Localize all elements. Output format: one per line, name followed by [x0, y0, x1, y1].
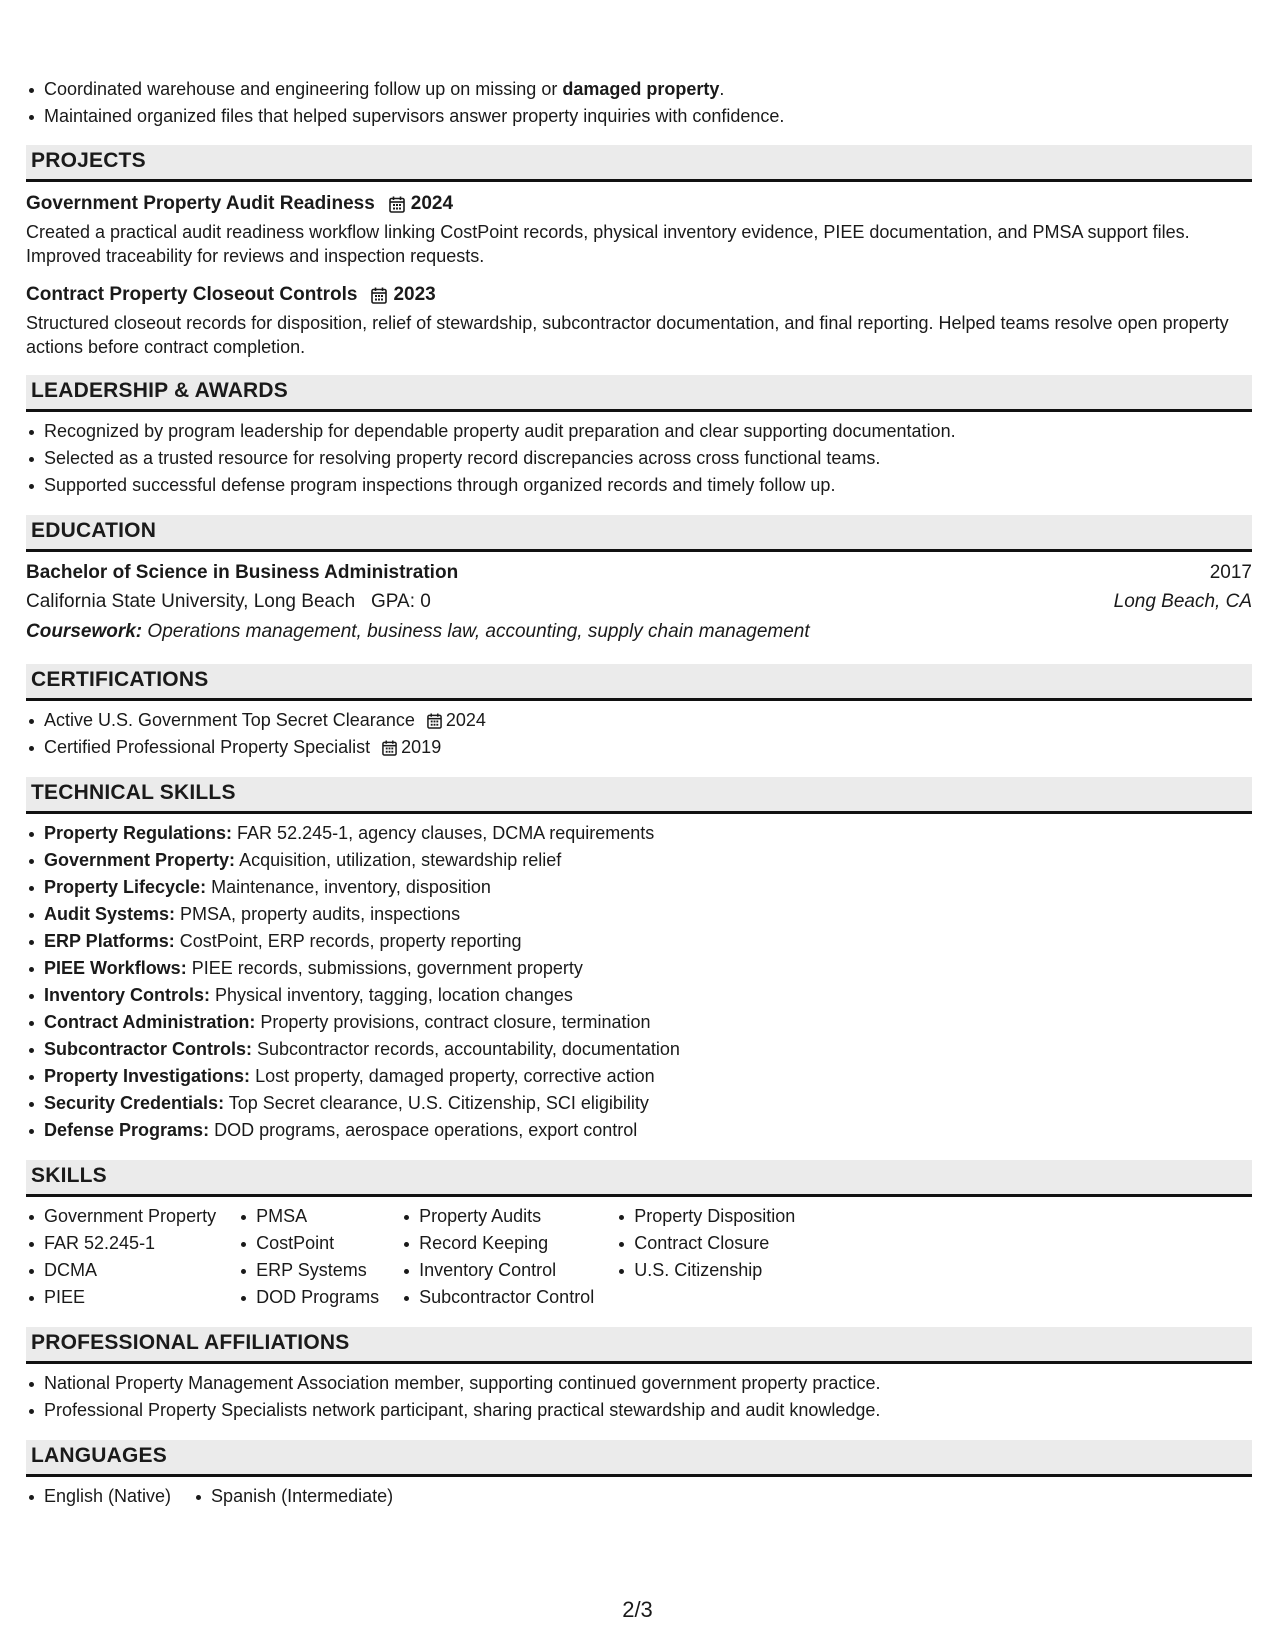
skill-label: Property Regulations: — [44, 823, 233, 843]
project-title: Government Property Audit Readiness — [26, 193, 375, 214]
list-item: Coordinated warehouse and engineering follow up on missing or damaged property. — [26, 76, 1252, 103]
list-item — [26, 1117, 1252, 1144]
skill-value: Physical inventory, tagging, location changes — [215, 985, 573, 1005]
list-item: Professional Property Specialists network participant, sharing practical stewardship and audit knowledge. — [26, 1397, 1252, 1424]
list-item — [26, 1036, 1252, 1063]
experience-continued-list — [26, 76, 1252, 130]
section-heading-education: EDUCATION — [26, 515, 1252, 552]
gpa: GPA: 0 — [371, 591, 431, 612]
project-item — [26, 281, 1252, 359]
list-item: U.S. Citizenship — [616, 1257, 795, 1284]
skill-label: Defense Programs: — [44, 1120, 210, 1140]
school-location: Long Beach, CA — [1113, 591, 1252, 612]
project-description: Structured closeout records for disposition, relief of stewardship, subcontractor documentation, and final reporting. Helped teams resolve open property actions before contract completion. — [26, 313, 1229, 357]
list-item — [26, 1063, 1252, 1090]
list-item — [26, 874, 1252, 901]
list-item: Property Disposition — [616, 1203, 795, 1230]
project-year: 2023 — [393, 284, 436, 305]
list-item: Subcontractor Control — [401, 1284, 594, 1311]
section-heading-affiliations: PROFESSIONAL AFFILIATIONS — [26, 1327, 1252, 1364]
skill-value: DOD programs, aerospace operations, export control — [214, 1120, 638, 1140]
skills-column — [238, 1203, 379, 1311]
graduation-year: 2017 — [1209, 562, 1252, 583]
project-item — [26, 190, 1252, 268]
list-item: Inventory Control — [401, 1257, 594, 1284]
project-description: Created a practical audit readiness workflow linking CostPoint records, physical inventory evidence, PIEE documentation, and PMSA support files. Improved traceability for reviews and inspection requests. — [26, 222, 1190, 266]
emphasis-text: damaged property — [562, 79, 720, 99]
list-item — [26, 847, 1252, 874]
skill-label: PIEE Workflows: — [44, 958, 187, 978]
certification-year: 2019 — [401, 737, 442, 757]
degree-title: Bachelor of Science in Business Administration — [26, 562, 459, 583]
list-item: Spanish (Intermediate) — [193, 1483, 393, 1510]
skills-column — [401, 1203, 594, 1311]
list-item — [26, 1009, 1252, 1036]
calendar-icon — [382, 740, 397, 756]
coursework — [26, 617, 1252, 647]
languages-row — [26, 1483, 1252, 1510]
list-item: DCMA — [26, 1257, 216, 1284]
list-item: Property Audits — [401, 1203, 594, 1230]
leadership-list — [26, 418, 1252, 499]
skill-value: Maintenance, inventory, disposition — [211, 877, 491, 897]
skill-value: FAR 52.245-1, agency clauses, DCMA requirements — [237, 823, 655, 843]
calendar-icon — [389, 196, 405, 213]
resume-page — [26, 76, 1252, 1510]
list-item — [26, 955, 1252, 982]
section-heading-languages: LANGUAGES — [26, 1440, 1252, 1477]
skill-label: Subcontractor Controls: — [44, 1039, 253, 1059]
list-item: Maintained organized files that helped supervisors answer property inquiries with confidence. — [26, 103, 1252, 130]
coursework-label: Coursework: — [26, 621, 143, 642]
technical-skills-list — [26, 820, 1252, 1144]
list-item: National Property Management Association member, supporting continued government property practice. — [26, 1370, 1252, 1397]
project-title: Contract Property Closeout Controls — [26, 284, 358, 305]
list-item: PMSA — [238, 1203, 379, 1230]
skills-columns — [26, 1203, 1252, 1311]
skill-label: Property Investigations: — [44, 1066, 251, 1086]
affiliations-list — [26, 1370, 1252, 1424]
skill-label: Audit Systems: — [44, 904, 176, 924]
skill-value: Top Secret clearance, U.S. Citizenship, SCI eligibility — [228, 1093, 649, 1113]
section-heading-skills: SKILLS — [26, 1160, 1252, 1197]
list-item — [26, 734, 1252, 761]
list-item — [26, 901, 1252, 928]
certification-name: Active U.S. Government Top Secret Clearance — [44, 710, 415, 730]
list-item — [26, 982, 1252, 1009]
section-heading-projects: PROJECTS — [26, 145, 1252, 182]
skill-label: Security Credentials: — [44, 1093, 225, 1113]
skill-value: Acquisition, utilization, stewardship relief — [239, 850, 562, 870]
calendar-icon — [371, 287, 387, 304]
certifications-list — [26, 707, 1252, 761]
list-item: Supported successful defense program inspections through organized records and timely follow up. — [26, 472, 1252, 499]
list-item: English (Native) — [26, 1483, 171, 1510]
skill-value: Subcontractor records, accountability, documentation — [257, 1039, 680, 1059]
calendar-icon — [427, 713, 442, 729]
list-item: Recognized by program leadership for dependable property audit preparation and clear supporting documentation. — [26, 418, 1252, 445]
section-heading-leadership: LEADERSHIP & AWARDS — [26, 375, 1252, 412]
list-item: Selected as a trusted resource for resolving property record discrepancies across cross functional teams. — [26, 445, 1252, 472]
education-entry — [26, 559, 1252, 647]
school-name: California State University, Long Beach — [26, 591, 356, 612]
skills-column — [26, 1203, 216, 1311]
list-item: Contract Closure — [616, 1230, 795, 1257]
section-heading-technical-skills: TECHNICAL SKILLS — [26, 777, 1252, 814]
certification-name: Certified Professional Property Specialist — [44, 737, 371, 757]
list-item: PIEE — [26, 1284, 216, 1311]
list-item: CostPoint — [238, 1230, 379, 1257]
list-item: DOD Programs — [238, 1284, 379, 1311]
skill-value: PMSA, property audits, inspections — [180, 904, 461, 924]
skills-column — [616, 1203, 795, 1311]
skill-value: PIEE records, submissions, government property — [191, 958, 583, 978]
skill-label: Government Property: — [44, 850, 236, 870]
list-item: ERP Systems — [238, 1257, 379, 1284]
project-year: 2024 — [410, 193, 454, 214]
list-item: FAR 52.245-1 — [26, 1230, 216, 1257]
skill-value: Lost property, damaged property, corrective action — [255, 1066, 655, 1086]
skill-label: ERP Platforms: — [44, 931, 175, 951]
list-item — [26, 820, 1252, 847]
list-item — [26, 707, 1252, 734]
page-number: 2/3 — [622, 1597, 653, 1622]
skill-label: Property Lifecycle: — [44, 877, 207, 897]
list-item: Government Property — [26, 1203, 216, 1230]
coursework-text: Operations management, business law, accounting, supply chain management — [147, 621, 810, 642]
list-item: Record Keeping — [401, 1230, 594, 1257]
skill-label: Inventory Controls: — [44, 985, 211, 1005]
section-heading-certifications: CERTIFICATIONS — [26, 664, 1252, 701]
skill-value: CostPoint, ERP records, property reporting — [179, 931, 522, 951]
certification-year: 2024 — [445, 710, 486, 730]
skill-label: Contract Administration: — [44, 1012, 256, 1032]
list-item — [26, 928, 1252, 955]
skill-value: Property provisions, contract closure, termination — [260, 1012, 651, 1032]
list-item — [26, 1090, 1252, 1117]
